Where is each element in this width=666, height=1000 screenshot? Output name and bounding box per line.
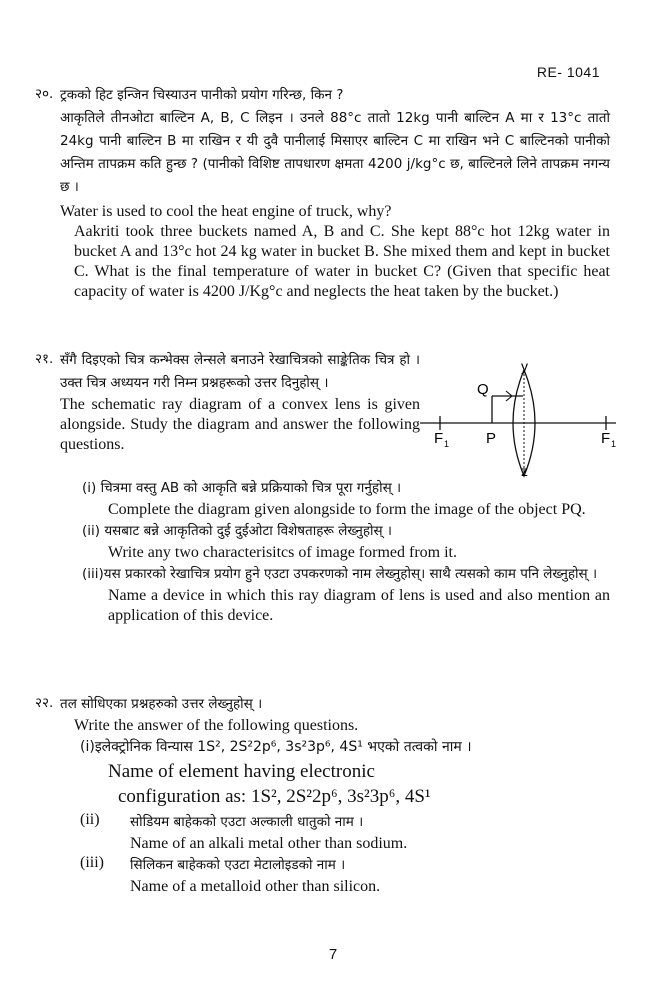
question-number: २२. <box>35 695 54 711</box>
question-nepali-title: ट्रकको हिट इन्जिन चिस्याउन पानीको प्रयोग गरिन्छ, किन ? <box>60 87 344 103</box>
question-number: २१. <box>35 351 54 367</box>
label-f-left-subscript: 1 <box>444 439 450 449</box>
label-f-right-subscript: 1 <box>611 439 617 449</box>
subquestion-ii-english: Write any two characterisitcs of image formed from it. <box>108 544 457 561</box>
subquestion-label: (ii) <box>80 811 100 828</box>
label-z: z <box>521 463 528 479</box>
subquestion-iii <box>60 854 610 897</box>
question-english-intro: The schematic ray diagram of a convex lens is given alongside. Study the diagram and answer the following questions. <box>60 396 420 453</box>
label-f-left: F <box>434 430 444 447</box>
question-number: २०. <box>35 86 54 102</box>
question-21-subparts <box>60 477 610 626</box>
subquestion-iii-nepali: (iii)यस प्रकारको रेखाचित्र प्रयोग हुने एउटा उपकरणको नाम लेख्नुहोस्। साथै त्यसको काम पनि लेख्नुहोस् । <box>82 566 598 582</box>
page-number: 7 <box>328 946 338 963</box>
question-english-intro: Write the answer of the following questions. <box>74 717 359 734</box>
subquestion-iii-english: Name of a metalloid other than silicon. <box>130 878 381 895</box>
label-y: y <box>521 360 528 374</box>
subquestion-ii-english: Name of an alkali metal other than sodium. <box>130 835 408 852</box>
subquestion-i-english: Complete the diagram given alongside to form the image of the object PQ. <box>108 501 586 518</box>
subquestion-ii-nepali: सोडियम बाहेकको एउटा अल्काली धातुको नाम । <box>130 814 364 830</box>
label-q: Q <box>477 381 489 398</box>
subquestion-i-nepali: (i)इलेक्ट्रोनिक विन्यास 1S², 2S²2p⁶, 3s²3p⁶, 4S¹ भएको तत्वको नाम । <box>80 739 472 755</box>
question-nepali-intro: तल सोधिएका प्रश्नहरुको उत्तर लेख्नुहोस् । <box>60 696 263 712</box>
label-p: P <box>486 430 497 447</box>
question-english-title: Water is used to cool the heat engine of truck, why? <box>60 203 392 220</box>
question-nepali-intro: सँगै दिइएको चित्र कन्भेक्स लेन्सले बनाउने रेखाचित्रको साङ्केतिक चित्र हो । उक्त चित्र अध्ययन गरी निम्न प्रश्नहरूको उत्तर दिनुहोस् । <box>60 352 420 391</box>
question-english-body: Aakriti took three buckets named A, B and C. She kept 88°c hot 12kg water in bucket A and 13°c hot 24 kg water in bucket B. She mixed them and kept in bucket C. What is the final temperature of water in bucket C? (Given that specific heat capacity of water is 4200 J/Kg°c and neglects the heat taken by the bucket.) <box>74 223 610 300</box>
subquestion-iii-nepali: सिलिकन बाहेकको एउटा मेटालोइडको नाम । <box>130 857 346 873</box>
subquestion-i-nepali: (i) चित्रमा वस्तु AB को आकृति बन्ने प्रक्रियाको चित्र पूरा गर्नुहोस् । <box>82 480 402 496</box>
label-f-right: F <box>601 430 611 447</box>
paper-code: RE- 1041 <box>536 64 600 80</box>
subquestion-i-english-line2: configuration as: 1S², 2S²2p⁶, 3s²3p⁶, 4S¹ <box>118 786 431 807</box>
subquestion-label: (iii) <box>80 854 104 871</box>
convex-lens-ray-diagram <box>420 360 620 480</box>
question-nepali-body: आकृतिले तीनओटा बाल्टिन A, B, C लिइन । उनले 88°c तातो 12kg पानी बाल्टिन A मा र 13°c तातो 24kg पानी बाल्टिन B मा राखिन र यी दुवै पानीलाई मिसाएर बाल्टिन C मा राखिन भने C बाल्टिनको पानीको अन्तिम तापक्रम कति हुन्छ ? (पानीको विशिष्ट तापधारण क्षमता 4200 j/kg°c छ, बाल्टिनले लिने तापक्रम नगन्य छ । <box>60 110 610 195</box>
subquestion-ii-nepali: (ii) यसबाट बन्ने आकृतिको दुई दुईओटा विशेषताहरू लेख्नुहोस् । <box>82 523 393 539</box>
subquestion-iii-english: Name a device in which this ray diagram of lens is used and also mention an application of this device. <box>108 587 610 624</box>
question-20 <box>35 84 610 302</box>
subquestion-ii <box>60 811 610 854</box>
subquestion-i-english-line1: Name of element having electronic <box>108 761 375 782</box>
question-22 <box>35 693 610 897</box>
